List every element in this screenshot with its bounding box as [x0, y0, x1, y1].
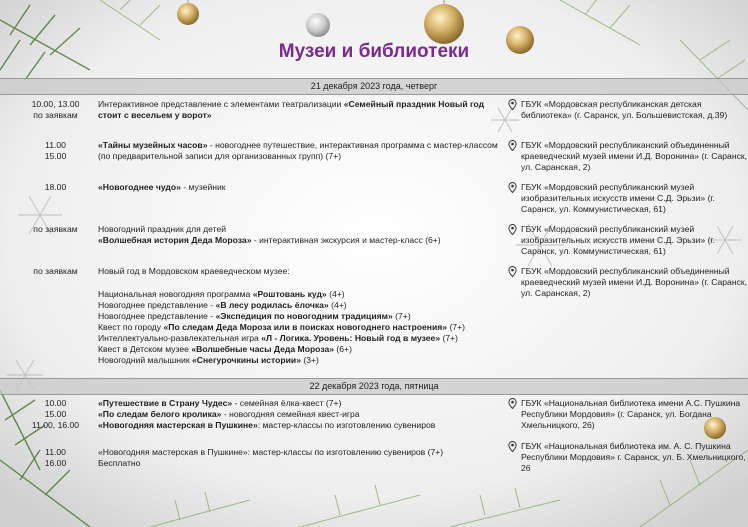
event-row — [0, 224, 748, 260]
event-location: ГБУК «Мордовский республиканский музей изобразительных искусств имени С.Д. Эрьзи» (г. Саранск, ул. Коммунистическая, 61) — [508, 182, 748, 215]
event-description: «Новогодняя мастерская в Пушкине»: мастер-классы по изготовлению сувениров (7+) Бесплатно — [98, 447, 444, 468]
event-time: 18.00 — [44, 182, 67, 192]
day-header-21-december: 21 декабря 2023 года, четверг — [0, 78, 748, 95]
event-row — [0, 182, 748, 218]
event-location: ГБУК «Мордовский республиканский музей изобразительных искусств имени С.Д. Эрьзи» (г. Саранск, ул. Коммунистическая, 61) — [508, 224, 748, 257]
program-item: Интеллектуально-развлекательная игра «Л - Логика. Уровень: Новый год в музее» (7+) — [98, 333, 459, 343]
event-location: ГБУК «Мордовский республиканский объединенный краеведческий музей имени И.Д. Воронина» (г. Саранск, ул. Саранская, 2) — [508, 266, 748, 299]
event-row — [0, 441, 748, 481]
event-row — [0, 398, 748, 438]
event-time: по заявкам — [33, 224, 78, 234]
program-item: Национальная новогодняя программа «Роштовань куд» (4+) — [98, 289, 345, 299]
event-time: по заявкам — [33, 266, 78, 276]
event-location: ГБУК «Национальная библиотека им. А. С. Пушкина Республики Мордовия» г. Саранск, ул. Б. Хмельницкого, 26 — [508, 441, 748, 474]
location-pin-icon — [508, 224, 517, 235]
day-header-22-december: 22 декабря 2023 года, пятница — [0, 378, 748, 395]
program-item: Новогоднее представление - «В лесу родилась ёлочка» (4+) — [98, 300, 347, 310]
event-description: «Путешествие в Страну Чудес» - семейная ёлка-квест (7+) «По следам белого кролика» - новогодняя семейная квест-игра «Новогодняя мастерская в Пушкине»: мастер-классы по изготовлению сувениров — [98, 398, 436, 430]
event-row — [0, 266, 748, 376]
program-item: Новогоднее представление - «Экспедиция по новогодним традициям» (7+) — [98, 311, 411, 321]
program-item: Квест по городу «По следам Деда Мороза или в поисках новогоднего настроения» (7+) — [98, 322, 465, 332]
event-time: 11.00 15.00 — [44, 140, 67, 161]
event-row — [0, 140, 748, 176]
location-pin-icon — [508, 182, 517, 193]
event-location: ГБУК «Мордовский республиканский объединенный краеведческий музей имени И.Д. Воронина» (г. Саранск, ул. Саранская, 2) — [508, 140, 748, 173]
event-description: Интерактивное представление с элементами театрализации «Семейный праздник Новый год стоит с весельем у ворот» — [98, 99, 485, 120]
event-description: «Тайны музейных часов» - новогоднее путешествие, интерактивная программа с мастер-классом (по предварительной записи для организованных групп) (7+) — [98, 140, 498, 161]
location-pin-icon — [508, 140, 517, 151]
event-time: 10.00 15.00 11.00, 16.00 — [31, 398, 80, 430]
event-description: Новогодний праздник для детей «Волшебная история Деда Мороза» - интерактивная экскурсия и мастер-класс (6+) — [98, 224, 441, 245]
program-item: Новогодний малышник «Снегурочкины истории» (3+) — [98, 355, 319, 365]
location-pin-icon — [508, 398, 517, 409]
program-item: Квест в Детском музее «Волшебные часы Деда Мороза» (6+) — [98, 344, 352, 354]
location-pin-icon — [508, 99, 517, 110]
page-title: Музеи и библиотеки — [278, 41, 470, 62]
event-description: Новый год в Мордовском краеведческом музее: Национальная новогодняя программа «Роштовань куд» (4+) Новогоднее представление - «В лесу родилась ёлочка» (4+) Новогоднее представление - «Экспедиция по новогодним традициям» (7+) Квест по городу «По следам Деда Мороза или в поисках новогоднего настроения» (7+) Интеллектуально-развлекательная игра «Л - Логика. Уровень: Новый год в музее» (7+) Квест в Детском музее «Волшебные часы Деда Мороза» (6+) Новогодний малышник «Снегурочкины истории» (3+) — [98, 266, 498, 366]
event-location: ГБУК «Национальная библиотека имени А.С. Пушкина Республики Мордовия» (г. Саранск, ул. Богдана Хмельницкого, 26) — [508, 398, 748, 431]
event-time: 10.00, 13.00 по заявкам — [31, 99, 80, 120]
event-row — [0, 99, 748, 135]
event-description: «Новогоднее чудо» - музейник — [98, 182, 226, 192]
location-pin-icon — [508, 266, 517, 277]
location-pin-icon — [508, 441, 517, 452]
event-time: 11.00 16.00 — [44, 447, 67, 468]
event-location: ГБУК «Мордовская республиканская детская библиотека» (г. Саранск, ул. Большевистская, д.39) — [508, 99, 748, 121]
